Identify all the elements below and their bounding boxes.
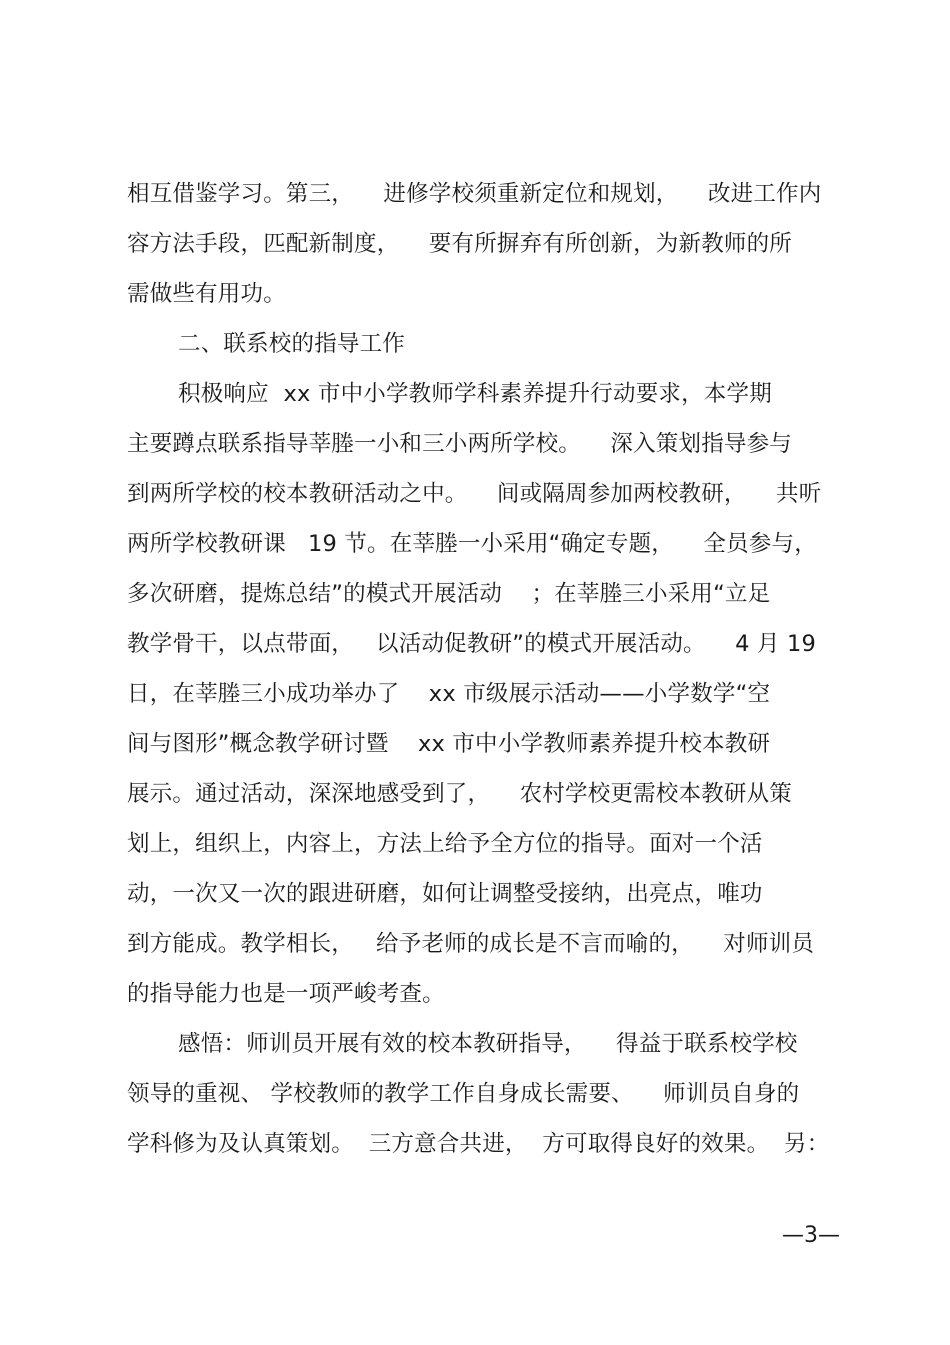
body-text-line: 日，在莘塍三小成功举办了 xx 市级展示活动——小学数学“空: [127, 681, 771, 707]
section-heading: 二、联系校的指导工作: [178, 331, 406, 357]
body-text-line: 两所学校教研课 19 节。在莘塍一小采用“确定专题， 全员参与，: [127, 531, 817, 557]
body-text-line: 到两所学校的校本教研活动之中。 间或隔周参加两校教研， 共听: [127, 481, 822, 507]
body-text-line: 的指导能力也是一项严峻考查。: [127, 981, 445, 1007]
body-text-line: 需做些有用功。: [127, 281, 286, 307]
body-text-line: 相互借鉴学习。第三， 进修学校须重新定位和规划， 改进工作内: [127, 181, 822, 207]
body-text-line: 感悟：师训员开展有效的校本教研指导， 得益于联系校学校: [178, 1031, 798, 1057]
body-text-line: 到方能成。教学相长， 给予老师的成长是不言而喻的， 对师训员: [127, 931, 815, 957]
body-text-line: 划上，组织上，内容上，方法上给予全方位的指导。面对一个活: [127, 831, 763, 857]
body-text-line: 学科修为及认真策划。 三方意合共进， 方可取得良好的效果。 另：: [127, 1131, 830, 1157]
page-number: —3—: [782, 1223, 840, 1248]
body-text-line: 展示。通过活动，深深地感受到了， 农村学校更需校本教研从策: [127, 781, 793, 807]
body-text-line: 领导的重视、 学校教师的教学工作自身成长需要、 师训员自身的: [127, 1081, 800, 1107]
body-text-line: 多次研磨，提炼总结”的模式开展活动 ；在莘塍三小采用“立足: [127, 581, 771, 607]
body-text-line: 间与图形”概念教学研讨暨 xx 市中小学教师素养提升校本教研: [127, 731, 771, 757]
body-text-line: 主要蹲点联系指导莘塍一小和三小两所学校。 深入策划指导参与: [127, 431, 793, 457]
body-text-line: 容方法手段，匹配新制度， 要有所摒弃有所创新，为新教师的所: [127, 231, 793, 257]
body-text-line: 动，一次又一次的跟进研磨，如何让调整受接纳，出亮点，唯功: [127, 881, 763, 907]
body-text-line: 教学骨干，以点带面， 以活动促教研”的模式开展活动。 4 月 19: [127, 631, 817, 657]
body-text-line: 积极响应 xx 市中小学教师学科素养提升行动要求，本学期: [178, 381, 772, 407]
